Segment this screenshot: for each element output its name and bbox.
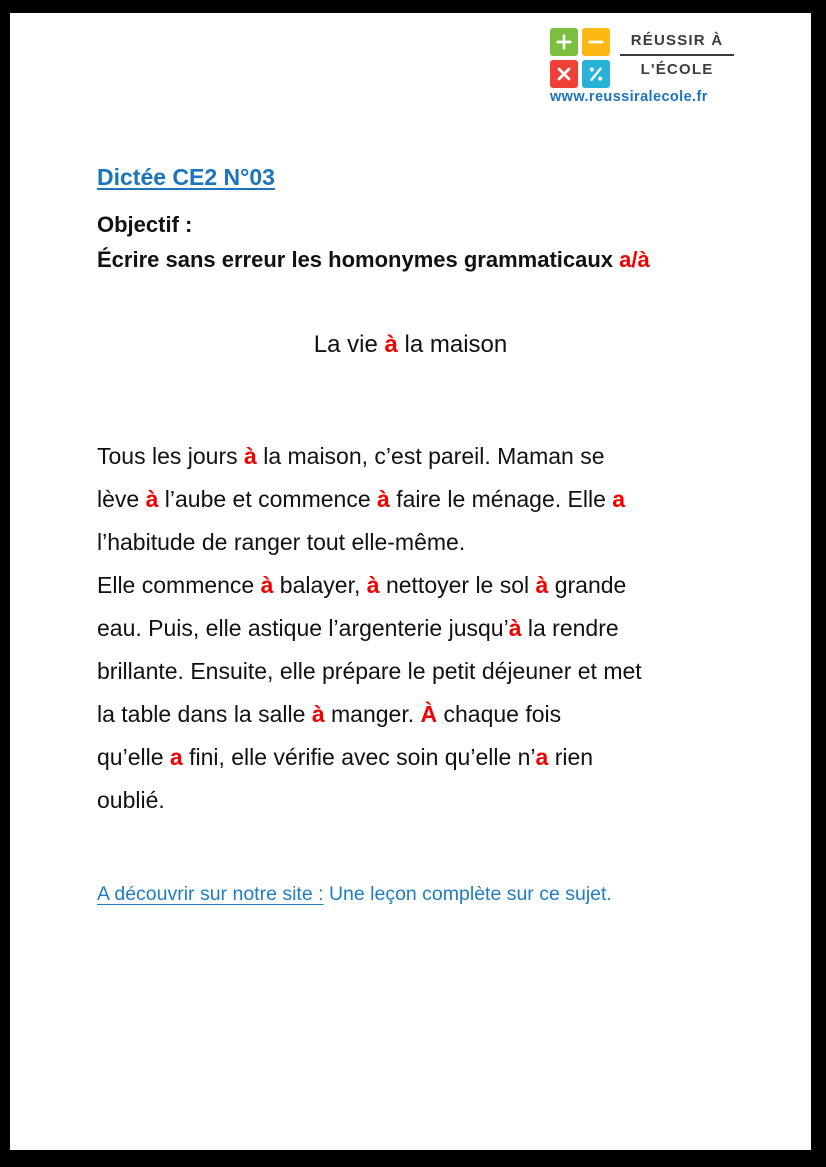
logo-row [550,28,734,88]
red-homophone: à [311,701,325,727]
red-homophone: a [169,744,183,770]
dictation-text [97,435,642,822]
dictation-line: qu’elle a fini, elle vérifie avec soin qu’elle n’a rien [97,744,594,770]
document-page [10,13,811,1150]
brand-name [620,28,734,78]
red-homophone: à [145,486,159,512]
minus-icon [582,28,610,56]
multiply-icon [550,60,578,88]
dictation-line: brillante. Ensuite, elle prépare le petit déjeuner et met [97,658,642,684]
dictation-line: Elle commence à balayer, à nettoyer le sol à grande [97,572,627,598]
objective-text: Écrire sans erreur les homonymes grammaticaux [97,247,620,272]
document-title-link[interactable]: Dictée CE2 N°03 [97,164,275,190]
footer-text: Une leçon complète sur ce sujet. [323,883,612,905]
brand-name-bottom: L'ÉCOLE [640,61,714,78]
dictation-line: la table dans la salle à manger. À chaque fois [97,701,562,727]
site-logo [550,28,734,106]
footer-line [97,883,612,906]
red-homophone: a [612,486,626,512]
red-homophone: à [535,572,549,598]
objective-label: Objectif : [97,212,193,237]
red-homophone: à [260,572,274,598]
red-homophone: à [377,486,390,512]
red-homophone: à [366,572,380,598]
objective-highlight: a/à [619,247,650,272]
red-homophone: à [384,331,398,358]
dictation-line: lève à l’aube et commence à faire le ménage. Elle a [97,486,626,512]
website-link[interactable]: www.reussiralecole.fr [550,89,708,105]
red-homophone: a [535,744,549,770]
objective-line [97,247,650,273]
red-homophone: à [508,615,522,641]
plus-icon [550,28,578,56]
red-homophone: À [420,701,438,727]
dictation-title: La vie à la maison [313,331,508,358]
footer-link[interactable]: A découvrir sur notre site : [97,883,324,905]
dictation-line: eau. Puis, elle astique l’argenterie jusqu’à la rendre [97,615,619,641]
dictation-line: Tous les jours à la maison, c’est pareil. Maman se [97,443,605,469]
divide-icon [582,60,610,88]
red-homophone: à [244,443,257,469]
brand-name-top: RÉUSSIR À [620,32,734,56]
dictation-line: oublié. [97,787,165,813]
logo-math-squares [550,28,610,88]
dictation-line: l’habitude de ranger tout elle-même. [97,529,466,555]
